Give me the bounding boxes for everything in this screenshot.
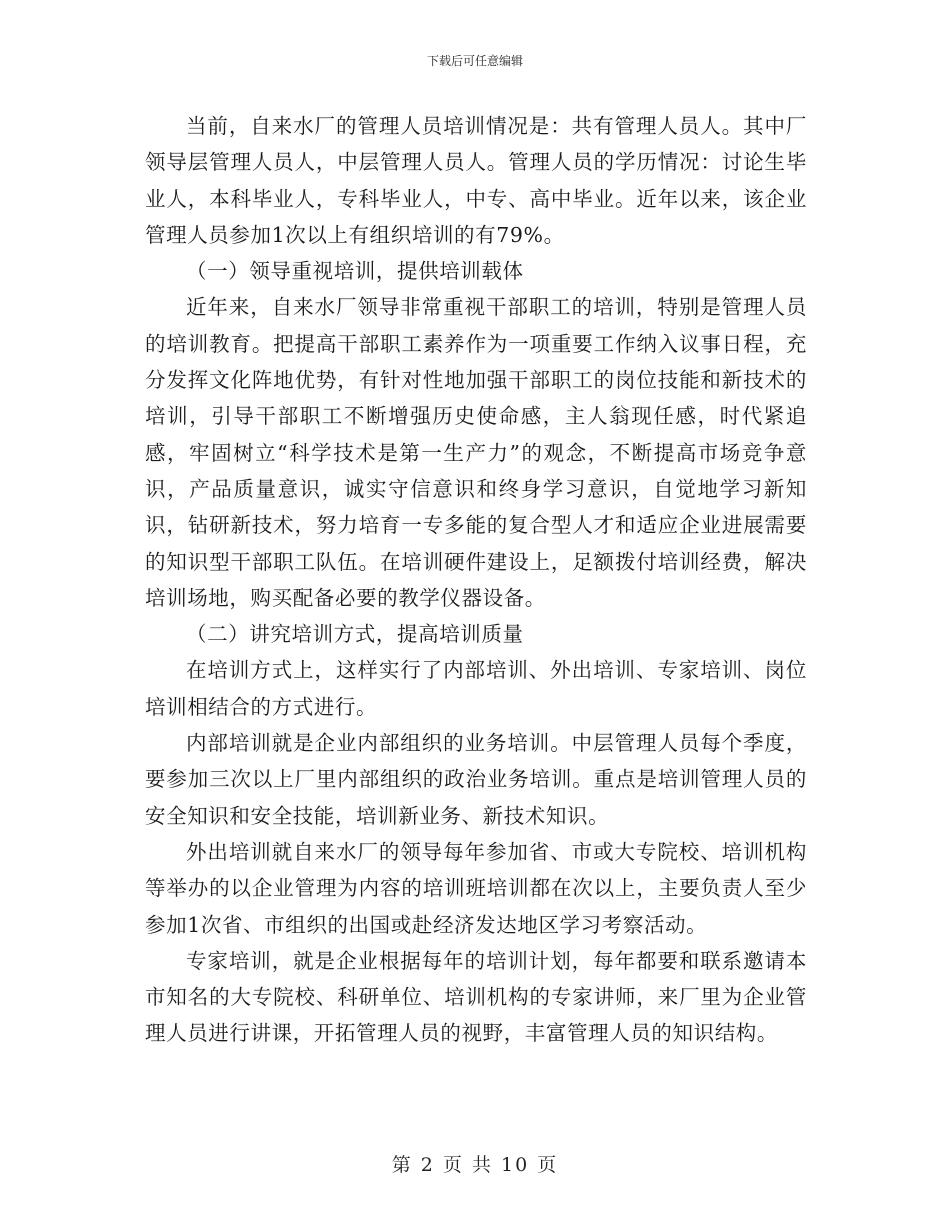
paragraph-training-methods: 在培训方式上，这样实行了内部培训、外出培训、专家培训、岗位培训相结合的方式进行。 bbox=[145, 658, 807, 719]
paragraph-internal-training: 内部培训就是企业内部组织的业务培训。中层管理人员每个季度，要参加三次以上厂里内部组织的政治业务培训。重点是培训管理人员的安全知识和安全技能，培训新业务、新技术知识。 bbox=[145, 731, 807, 828]
page-number: 第 2 页 共 10 页 bbox=[391, 1154, 559, 1176]
document-body bbox=[145, 108, 807, 1052]
section-heading-1: （一）领导重视培训，提供培训载体 bbox=[186, 259, 524, 284]
section-heading-2: （二）讲究培训方式，提高培训质量 bbox=[186, 622, 524, 647]
paragraph-leadership-training: 近年来，自来水厂领导非常重视干部职工的培训，特别是管理人员的培训教育。把提高干部职工素养作为一项重要工作纳入议事日程，充分发挥文化阵地优势，有针对性地加强干部职工的岗位技能和新技术的培训，引导干部职工不断增强历史使命感，主人翁现任感，时代紧追感，牢固树立“科学技术是第一生产力”的观念，不断提高市场竞争意识，产品质量意识，诚实守信意识和终身学习意识，自觉地学习新知识，钻研新技术，努力培育一专多能的复合型人才和适应企业进展需要的知识型干部职工队伍。在培训硬件建设上，足额拨付培训经费，解决培训场地，购买配备必要的教学仪器设备。 bbox=[145, 295, 807, 610]
paragraph-current-situation: 当前，自来水厂的管理人员培训情况是：共有管理人员人。其中厂领导层管理人员人，中层管理人员人。管理人员的学历情况：讨论生毕业人，本科毕业人，专科毕业人，中专、高中毕业。近年以来，该企业管理人员参加1次以上有组织培训的有79%。 bbox=[145, 114, 807, 247]
paragraph-external-training: 外出培训就自来水厂的领导每年参加省、市或大专院校、培训机构等举办的以企业管理为内容的培训班培训都在次以上，主要负责人至少参加1次省、市组织的出国或赴经济发达地区学习考察活动。 bbox=[145, 839, 807, 937]
paragraph-expert-training: 专家培训，就是企业根据每年的培训计划，每年都要和联系邀请本市知名的大专院校、科研单位、培训机构的专家讲师，来厂里为企业管理人员进行讲课，开拓管理人员的视野，丰富管理人员的知识结构。 bbox=[145, 948, 807, 1046]
header-note: 下载后可任意编辑 bbox=[426, 54, 523, 68]
